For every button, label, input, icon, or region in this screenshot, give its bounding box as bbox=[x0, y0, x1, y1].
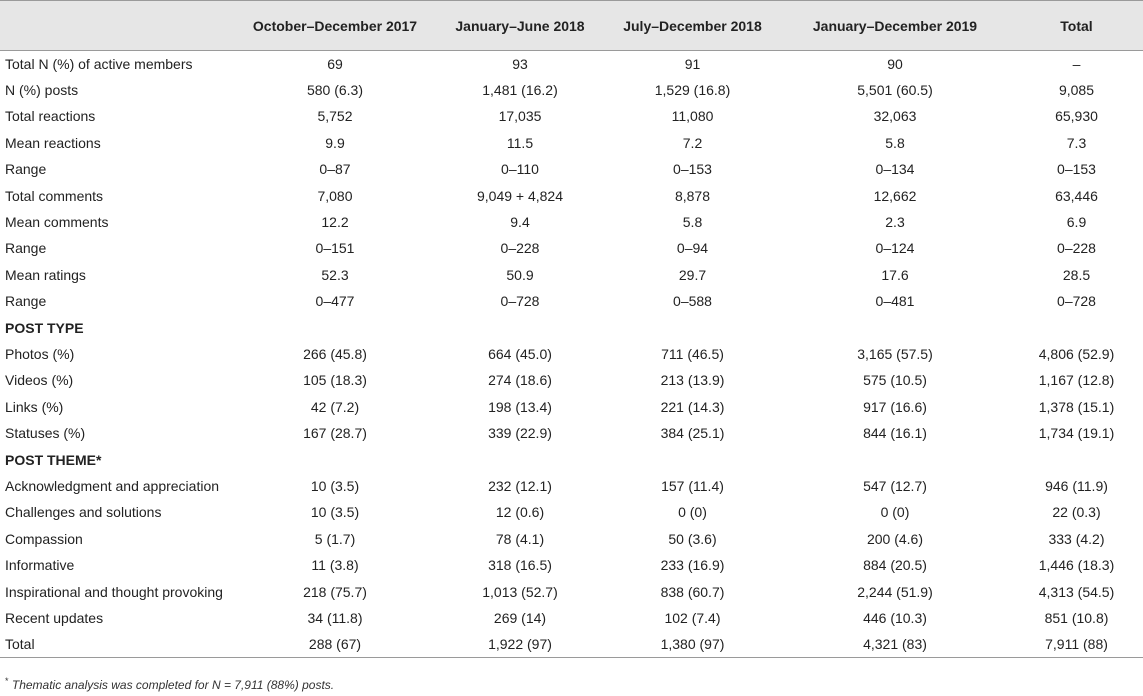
table-row bbox=[0, 526, 1143, 552]
table-cell: 63,446 bbox=[1055, 187, 1098, 204]
table-cell: 10 (3.5) bbox=[310, 477, 360, 494]
header-cell-total: Total bbox=[1010, 1, 1143, 51]
footnote-marker: * bbox=[5, 676, 9, 686]
table-cell: 29.7 bbox=[678, 266, 707, 283]
table-cell: 0–94 bbox=[676, 240, 709, 257]
table-cell: 384 (25.1) bbox=[660, 425, 725, 442]
table-row bbox=[0, 578, 1143, 604]
table-cell: 0–153 bbox=[1057, 161, 1096, 178]
table-cell: 2,244 (51.9) bbox=[857, 583, 933, 600]
table-row bbox=[0, 209, 1143, 235]
table-cell: 50 (3.6) bbox=[668, 530, 717, 547]
table-cell: 17,035 bbox=[498, 108, 542, 125]
table-cell: 69 bbox=[327, 55, 343, 72]
table-row bbox=[0, 103, 1143, 129]
table-cell: 102 (7.4) bbox=[664, 609, 721, 626]
table-cell: 318 (16.5) bbox=[488, 557, 552, 574]
table-cell: 11,080 bbox=[671, 108, 714, 125]
table-cell: 1,167 (12.8) bbox=[1038, 372, 1115, 389]
table-cell: 232 (12.1) bbox=[488, 477, 552, 494]
table-cell: 288 (67) bbox=[235, 631, 435, 657]
footnote bbox=[5, 676, 334, 692]
table-cell: 90 bbox=[887, 55, 903, 72]
table-cell: 0–151 bbox=[315, 240, 355, 257]
empty-cell bbox=[780, 314, 1010, 340]
table-cell: 22 (0.3) bbox=[1052, 504, 1101, 521]
table-cell: 0–153 bbox=[673, 161, 712, 178]
table-cell: 167 (28.7) bbox=[303, 425, 367, 442]
empty-cell bbox=[1010, 446, 1143, 472]
table-cell: 5 (1.7) bbox=[314, 530, 356, 547]
table-cell: 274 (18.6) bbox=[488, 372, 552, 389]
header-cell-jan-jun-2018: January–June 2018 bbox=[435, 1, 605, 51]
table-cell: 3,165 (57.5) bbox=[857, 345, 933, 362]
section-row bbox=[0, 314, 1143, 340]
table-cell: 1,922 (97) bbox=[435, 631, 605, 657]
table-cell: 711 (46.5) bbox=[661, 345, 724, 362]
table-cell: 8,878 bbox=[674, 187, 711, 204]
table-cell: 78 (4.1) bbox=[495, 530, 545, 547]
row-label: Informative bbox=[5, 557, 75, 574]
row-label: Mean ratings bbox=[5, 266, 86, 283]
row-label: Total bbox=[0, 631, 235, 657]
table-row bbox=[0, 499, 1143, 525]
table-cell: 218 (75.7) bbox=[303, 583, 367, 600]
table-cell: 12.2 bbox=[321, 214, 349, 231]
section-row bbox=[0, 446, 1143, 472]
table-cell: 0–110 bbox=[501, 161, 539, 178]
table-row bbox=[0, 367, 1143, 393]
header-cell-oct-dec-2017: October–December 2017 bbox=[235, 1, 435, 51]
header-cell-jul-dec-2018: July–December 2018 bbox=[605, 1, 780, 51]
empty-cell bbox=[605, 314, 780, 340]
footnote-text: Thematic analysis was completed for N = 7,911 (88%) posts. bbox=[11, 678, 335, 692]
table-cell: 4,806 (52.9) bbox=[1038, 345, 1115, 362]
section-heading: POST THEME* bbox=[5, 451, 102, 468]
table-cell: 1,378 (15.1) bbox=[1038, 398, 1115, 415]
table-cell: 34 (11.8) bbox=[307, 609, 363, 626]
table-cell: 11.5 bbox=[506, 134, 534, 151]
table-cell: 52.3 bbox=[321, 266, 349, 283]
table-cell: 11 (3.8) bbox=[311, 557, 359, 574]
table-row bbox=[0, 77, 1143, 103]
table-cell: 5.8 bbox=[885, 134, 905, 151]
table-cell: 65,930 bbox=[1055, 108, 1098, 125]
table-cell: 1,446 (18.3) bbox=[1038, 557, 1115, 574]
empty-cell bbox=[235, 446, 435, 472]
table-row bbox=[0, 605, 1143, 631]
header-row bbox=[0, 1, 1143, 51]
table-cell: 93 bbox=[512, 55, 528, 72]
table-cell: 5,752 bbox=[317, 108, 353, 125]
table-cell: 9,049 + 4,824 bbox=[476, 187, 564, 204]
row-label: N (%) posts bbox=[5, 82, 79, 99]
table-row bbox=[0, 394, 1143, 420]
table-cell: 32,063 bbox=[873, 108, 917, 125]
row-label: Compassion bbox=[5, 530, 83, 547]
table-cell: 0–477 bbox=[315, 293, 355, 310]
empty-cell bbox=[235, 314, 435, 340]
table-cell: 1,529 (16.8) bbox=[654, 82, 731, 99]
table-cell: 105 (18.3) bbox=[303, 372, 367, 389]
table-cell: 0–228 bbox=[500, 240, 540, 257]
table-row bbox=[0, 420, 1143, 446]
table-cell: 213 (13.9) bbox=[660, 372, 725, 389]
table-cell: 6.9 bbox=[1066, 214, 1087, 231]
table-row bbox=[0, 552, 1143, 578]
table-cell: 0–124 bbox=[875, 240, 915, 257]
row-label: Range bbox=[5, 161, 47, 178]
table-cell: 7,080 bbox=[317, 187, 353, 204]
table-cell: 5,501 (60.5) bbox=[857, 82, 933, 99]
row-label: Range bbox=[5, 240, 47, 257]
table-body bbox=[0, 51, 1143, 658]
table-cell: 17.6 bbox=[881, 266, 909, 283]
table-cell: 269 (14) bbox=[493, 609, 547, 626]
row-label: Recent updates bbox=[5, 609, 104, 626]
row-label: Statuses (%) bbox=[5, 425, 86, 442]
empty-cell bbox=[435, 314, 605, 340]
table-cell: 221 (14.3) bbox=[660, 398, 725, 415]
table-cell: 200 (4.6) bbox=[866, 530, 924, 547]
table-cell: 838 (60.7) bbox=[660, 583, 725, 600]
table-cell: 851 (10.8) bbox=[1044, 609, 1109, 626]
table-cell: 575 (10.5) bbox=[863, 372, 927, 389]
table-cell: 0–728 bbox=[500, 293, 540, 310]
table-cell: 4,321 (83) bbox=[780, 631, 1010, 657]
table-cell: 7.2 bbox=[682, 134, 703, 151]
table-cell: 917 (16.6) bbox=[863, 398, 927, 415]
table-row bbox=[0, 473, 1143, 499]
row-label: Total reactions bbox=[5, 108, 96, 125]
table-cell: 12,662 bbox=[873, 187, 917, 204]
table-cell: 339 (22.9) bbox=[488, 425, 552, 442]
row-label: Mean reactions bbox=[5, 134, 101, 151]
table-cell: 664 (45.0) bbox=[488, 345, 552, 362]
row-label: Range bbox=[5, 293, 47, 310]
empty-cell bbox=[780, 446, 1010, 472]
table-row bbox=[0, 262, 1143, 288]
table-cell: 0 (0) bbox=[880, 504, 910, 521]
row-label: Mean comments bbox=[5, 214, 109, 231]
row-label: Inspirational and thought provoking bbox=[5, 583, 223, 600]
table-cell: 12 (0.6) bbox=[495, 504, 545, 521]
section-heading: POST TYPE bbox=[5, 319, 84, 336]
table-row bbox=[0, 182, 1143, 208]
table-cell: 2.3 bbox=[885, 214, 905, 231]
table-cell: 946 (11.9) bbox=[1045, 477, 1108, 494]
table-cell: 0–481 bbox=[875, 293, 915, 310]
header-cell-label bbox=[0, 1, 235, 51]
table-cell: 0–87 bbox=[319, 161, 351, 178]
table-cell: 42 (7.2) bbox=[310, 398, 360, 415]
empty-cell bbox=[605, 446, 780, 472]
row-label: Acknowledgment and appreciation bbox=[5, 477, 220, 494]
table-cell: 28.5 bbox=[1062, 266, 1091, 283]
header-cell-jan-dec-2019: January–December 2019 bbox=[780, 1, 1010, 51]
table-row bbox=[0, 156, 1143, 182]
table-cell: 5.8 bbox=[682, 214, 703, 231]
table-cell: 547 (12.7) bbox=[863, 477, 927, 494]
table-cell: 7,911 (88) bbox=[1010, 631, 1143, 657]
table-cell: 266 (45.8) bbox=[303, 345, 367, 362]
table-cell: 233 (16.9) bbox=[660, 557, 725, 574]
table-cell: 1,013 (52.7) bbox=[482, 583, 558, 600]
table-row bbox=[0, 235, 1143, 261]
table-row bbox=[0, 341, 1143, 367]
empty-cell bbox=[1010, 314, 1143, 340]
table-cell: – bbox=[1072, 55, 1081, 72]
table-row bbox=[0, 51, 1143, 77]
table-cell: 7.3 bbox=[1066, 134, 1087, 151]
table-cell: 0–134 bbox=[875, 161, 915, 178]
table-cell: 1,380 (97) bbox=[605, 631, 780, 657]
table-cell: 333 (4.2) bbox=[1048, 530, 1105, 547]
table-cell: 580 (6.3) bbox=[306, 82, 364, 99]
row-label: Total comments bbox=[5, 187, 104, 204]
table-cell: 0 (0) bbox=[678, 504, 707, 521]
table-cell: 157 (11.4) bbox=[661, 477, 724, 494]
row-label: Links (%) bbox=[5, 398, 64, 415]
table-cell: 1,734 (19.1) bbox=[1038, 425, 1115, 442]
table-cell: 91 bbox=[684, 55, 701, 72]
table-cell: 9.9 bbox=[325, 134, 345, 151]
row-label: Total N (%) of active members bbox=[5, 55, 193, 72]
row-label: Videos (%) bbox=[5, 372, 74, 389]
table-row bbox=[0, 130, 1143, 156]
row-label: Photos (%) bbox=[5, 345, 75, 362]
table-cell: 4,313 (54.5) bbox=[1038, 583, 1115, 600]
table-cell: 50.9 bbox=[506, 266, 534, 283]
table-cell: 0–728 bbox=[1057, 293, 1096, 310]
table-cell: 10 (3.5) bbox=[310, 504, 360, 521]
table-row bbox=[0, 288, 1143, 314]
table-cell: 1,481 (16.2) bbox=[482, 82, 558, 99]
table-cell: 198 (13.4) bbox=[488, 398, 552, 415]
table-cell: 9.4 bbox=[510, 214, 530, 231]
table-row bbox=[0, 631, 1143, 657]
row-label: Challenges and solutions bbox=[5, 504, 162, 521]
empty-cell bbox=[435, 446, 605, 472]
table-cell: 884 (20.5) bbox=[863, 557, 927, 574]
table-cell: 844 (16.1) bbox=[863, 425, 927, 442]
table-cell: 9,085 bbox=[1058, 82, 1095, 99]
table-cell: 0–588 bbox=[673, 293, 712, 310]
table-cell: 446 (10.3) bbox=[863, 609, 927, 626]
table-cell: 0–228 bbox=[1057, 240, 1096, 257]
